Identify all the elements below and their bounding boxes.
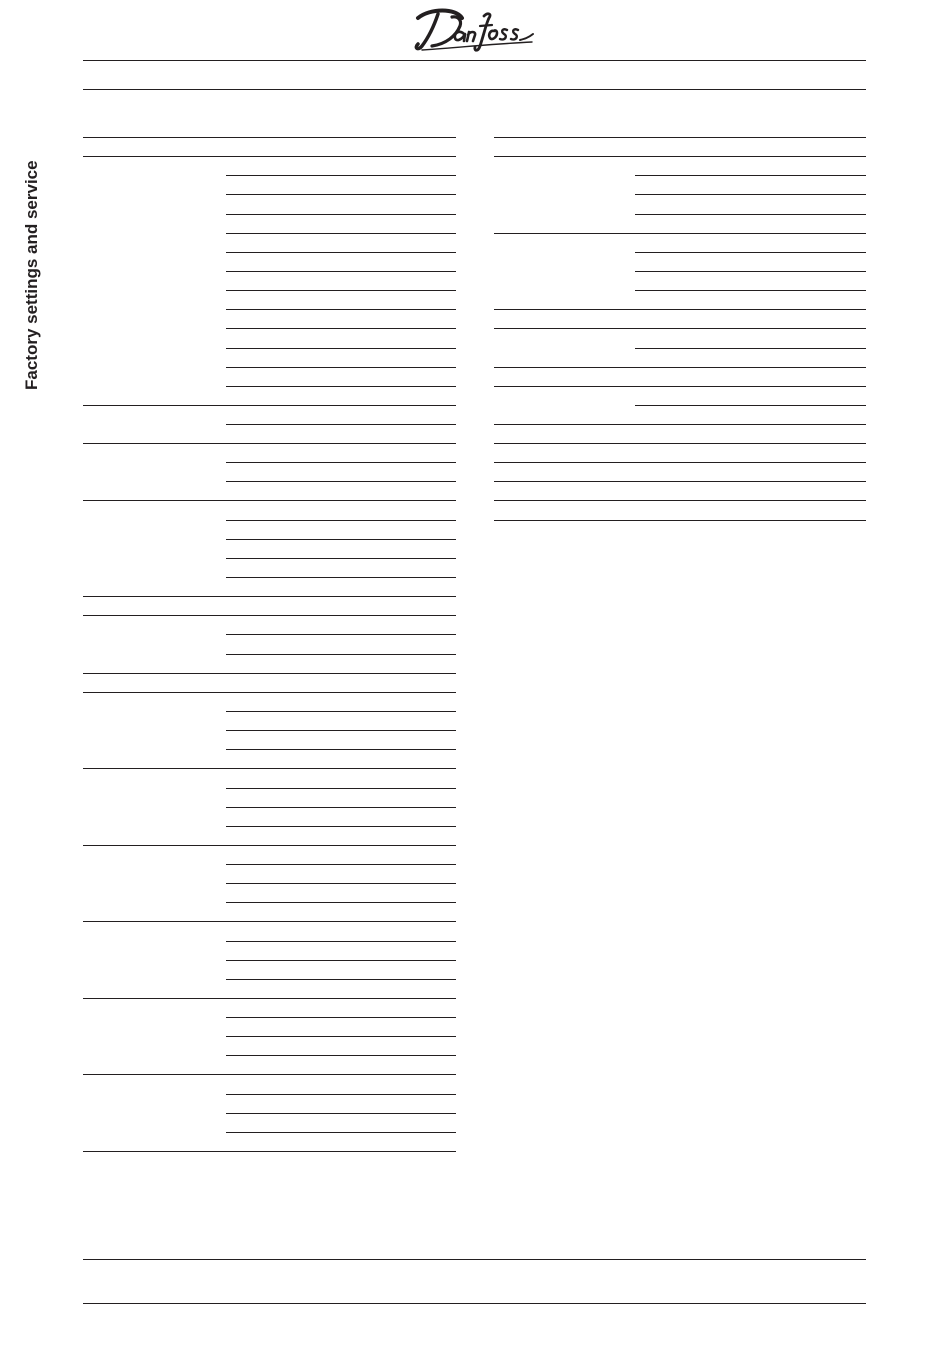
table-row bbox=[635, 194, 866, 195]
table-row bbox=[226, 807, 456, 808]
table-row bbox=[494, 520, 866, 521]
table-row bbox=[226, 290, 456, 291]
table-row bbox=[83, 692, 456, 693]
table-row bbox=[635, 214, 866, 215]
table-row bbox=[494, 309, 866, 310]
table-row bbox=[494, 328, 866, 329]
table-row bbox=[226, 883, 456, 884]
table-row bbox=[226, 1132, 456, 1133]
table-row bbox=[494, 233, 866, 234]
table-row bbox=[635, 271, 866, 272]
table-row bbox=[226, 730, 456, 731]
table-row bbox=[226, 386, 456, 387]
table-row bbox=[226, 788, 456, 789]
table-row bbox=[494, 386, 866, 387]
table-row bbox=[226, 214, 456, 215]
table-row bbox=[494, 500, 866, 501]
table-row bbox=[226, 941, 456, 942]
table-row bbox=[226, 749, 456, 750]
table-row bbox=[494, 424, 866, 425]
table-row bbox=[635, 175, 866, 176]
footer-bottom-rule bbox=[83, 1303, 866, 1304]
table-row bbox=[83, 768, 456, 769]
table-row bbox=[226, 902, 456, 903]
table-row bbox=[494, 156, 866, 157]
table-row bbox=[226, 462, 456, 463]
table-row bbox=[226, 979, 456, 980]
table-row bbox=[83, 998, 456, 999]
section-title: Factory settings and service bbox=[22, 160, 41, 390]
table-row bbox=[226, 960, 456, 961]
table-row bbox=[226, 367, 456, 368]
table-row bbox=[226, 309, 456, 310]
table-row bbox=[494, 462, 866, 463]
table-row bbox=[226, 558, 456, 559]
table-row bbox=[226, 711, 456, 712]
table-row bbox=[226, 654, 456, 655]
table-row bbox=[83, 137, 456, 138]
table-row bbox=[226, 1017, 456, 1018]
table-row bbox=[226, 539, 456, 540]
table-row bbox=[83, 1151, 456, 1152]
table-row bbox=[226, 520, 456, 521]
table-row bbox=[83, 500, 456, 501]
table-row bbox=[226, 252, 456, 253]
header-top-rule bbox=[83, 60, 866, 61]
table-row bbox=[635, 290, 866, 291]
table-row bbox=[494, 367, 866, 368]
table-row bbox=[226, 424, 456, 425]
table-row bbox=[635, 252, 866, 253]
table-row bbox=[83, 673, 456, 674]
footer-top-rule bbox=[83, 1259, 866, 1260]
table-row bbox=[635, 405, 866, 406]
table-row bbox=[226, 194, 456, 195]
table-row bbox=[226, 233, 456, 234]
table-row bbox=[226, 1055, 456, 1056]
table-row bbox=[226, 1036, 456, 1037]
table-row bbox=[226, 328, 456, 329]
table-row bbox=[83, 405, 456, 406]
table-row bbox=[226, 577, 456, 578]
table-row bbox=[83, 615, 456, 616]
header-bottom-rule bbox=[83, 89, 866, 90]
table-row bbox=[226, 864, 456, 865]
table-row bbox=[494, 137, 866, 138]
table-row bbox=[83, 156, 456, 157]
table-row bbox=[226, 175, 456, 176]
table-row bbox=[226, 271, 456, 272]
danfoss-logo-icon bbox=[412, 4, 538, 54]
table-row bbox=[83, 443, 456, 444]
table-row bbox=[83, 845, 456, 846]
table-row bbox=[83, 596, 456, 597]
table-row bbox=[83, 1074, 456, 1075]
table-row bbox=[226, 826, 456, 827]
table-row bbox=[226, 348, 456, 349]
table-row bbox=[635, 348, 866, 349]
table-row bbox=[494, 481, 866, 482]
table-row bbox=[226, 481, 456, 482]
table-row bbox=[83, 921, 456, 922]
table-row bbox=[494, 443, 866, 444]
table-row bbox=[226, 634, 456, 635]
table-row bbox=[226, 1094, 456, 1095]
table-row bbox=[226, 1113, 456, 1114]
